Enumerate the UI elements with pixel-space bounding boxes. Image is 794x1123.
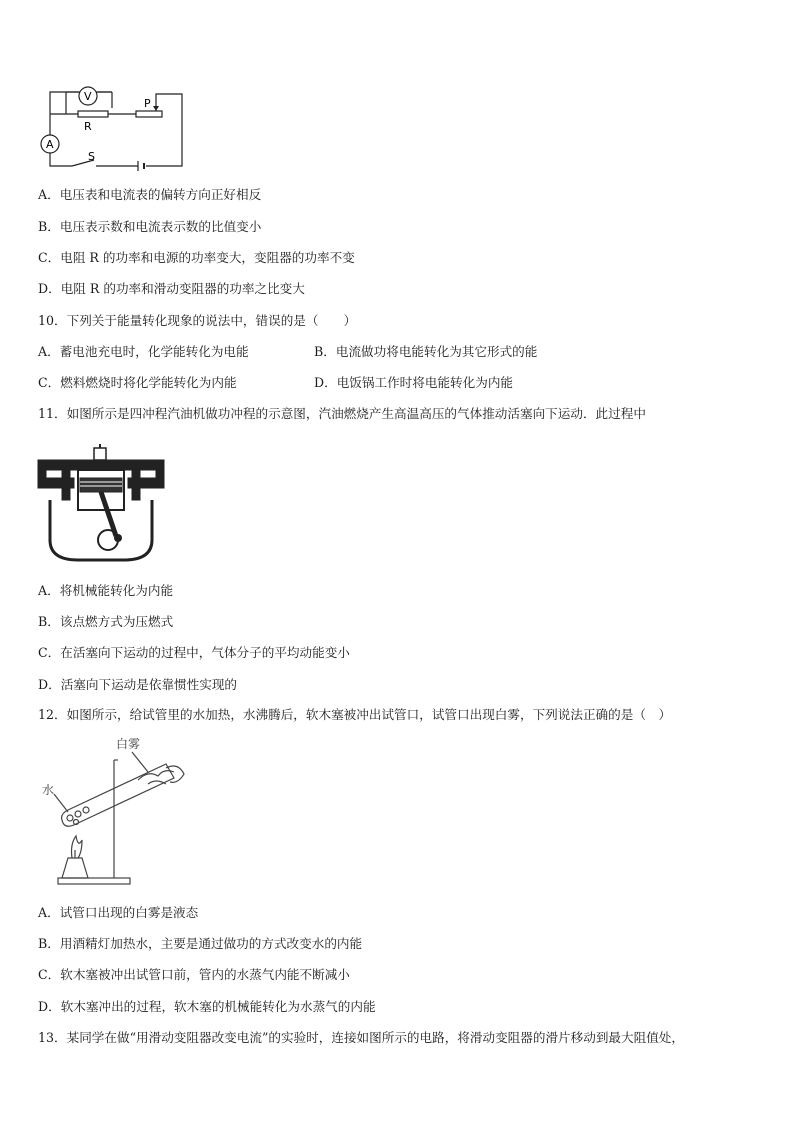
q12-option-d: D．软木塞冲出的过程，软木塞的机械能转化为水蒸气的内能 bbox=[38, 999, 376, 1014]
q11-option-d: D．活塞向下运动是依靠惯性实现的 bbox=[38, 677, 238, 692]
q10-option-c: C．燃料燃烧时将化学能转化为内能 bbox=[38, 375, 237, 390]
q11-stem: 11．如图所示是四冲程汽油机做功冲程的示意图，汽油燃烧产生高温高压的气体推动活塞向下运动．此过程中 bbox=[38, 406, 646, 421]
fog-label: 白雾 bbox=[116, 737, 141, 751]
q12-stem: 12．如图所示，给试管里的水加热，水沸腾后，软木塞被冲出试管口，试管口出现白雾，下列说法正确的是（ ） bbox=[38, 707, 672, 722]
voltmeter-label: V bbox=[84, 90, 92, 103]
q9-option-a: A．电压表和电流表的偏转方向正好相反 bbox=[38, 187, 262, 202]
circuit-diagram bbox=[38, 84, 188, 174]
q10-option-a: A．蓄电池充电时，化学能转化为电能 bbox=[38, 344, 249, 359]
q10-stem: 10．下列关于能量转化现象的说法中，错误的是（ ） bbox=[38, 313, 357, 328]
resistor-label: R bbox=[84, 120, 92, 133]
water-label: 水 bbox=[42, 783, 55, 797]
slider-label: P bbox=[144, 97, 151, 110]
q11-option-b: B．该点燃方式为压燃式 bbox=[38, 614, 174, 629]
test-tube-diagram bbox=[38, 737, 198, 890]
switch-label: S bbox=[88, 150, 95, 163]
q11-option-a: A．将机械能转化为内能 bbox=[38, 583, 174, 598]
q12-option-c: C．软木塞被冲出试管口前，管内的水蒸气内能不断减小 bbox=[38, 967, 350, 982]
q9-option-b: B．电压表示数和电流表示数的比值变小 bbox=[38, 219, 262, 234]
q12-option-b: B．用酒精灯加热水，主要是通过做功的方式改变水的内能 bbox=[38, 936, 363, 951]
q10-option-d: D．电饭锅工作时将电能转化为内能 bbox=[314, 375, 514, 390]
q10-option-b: B．电流做功将电能转化为其它形式的能 bbox=[314, 344, 538, 359]
q9-option-d: D．电阻 R 的功率和滑动变阻器的功率之比变大 bbox=[38, 281, 305, 296]
q12-option-a: A．试管口出现的白雾是液态 bbox=[38, 905, 199, 920]
q13-stem: 13．某同学在做“用滑动变阻器改变电流”的实验时，连接如图所示的电路，将滑动变阻器的滑片移动到最大阻值处， bbox=[38, 1030, 684, 1045]
ammeter-label: A bbox=[46, 138, 54, 151]
q11-option-c: C．在活塞向下运动的过程中，气体分子的平均动能变小 bbox=[38, 645, 350, 660]
q9-option-c: C．电阻 R 的功率和电源的功率变大，变阻器的功率不变 bbox=[38, 250, 355, 265]
engine-diagram bbox=[38, 444, 164, 564]
